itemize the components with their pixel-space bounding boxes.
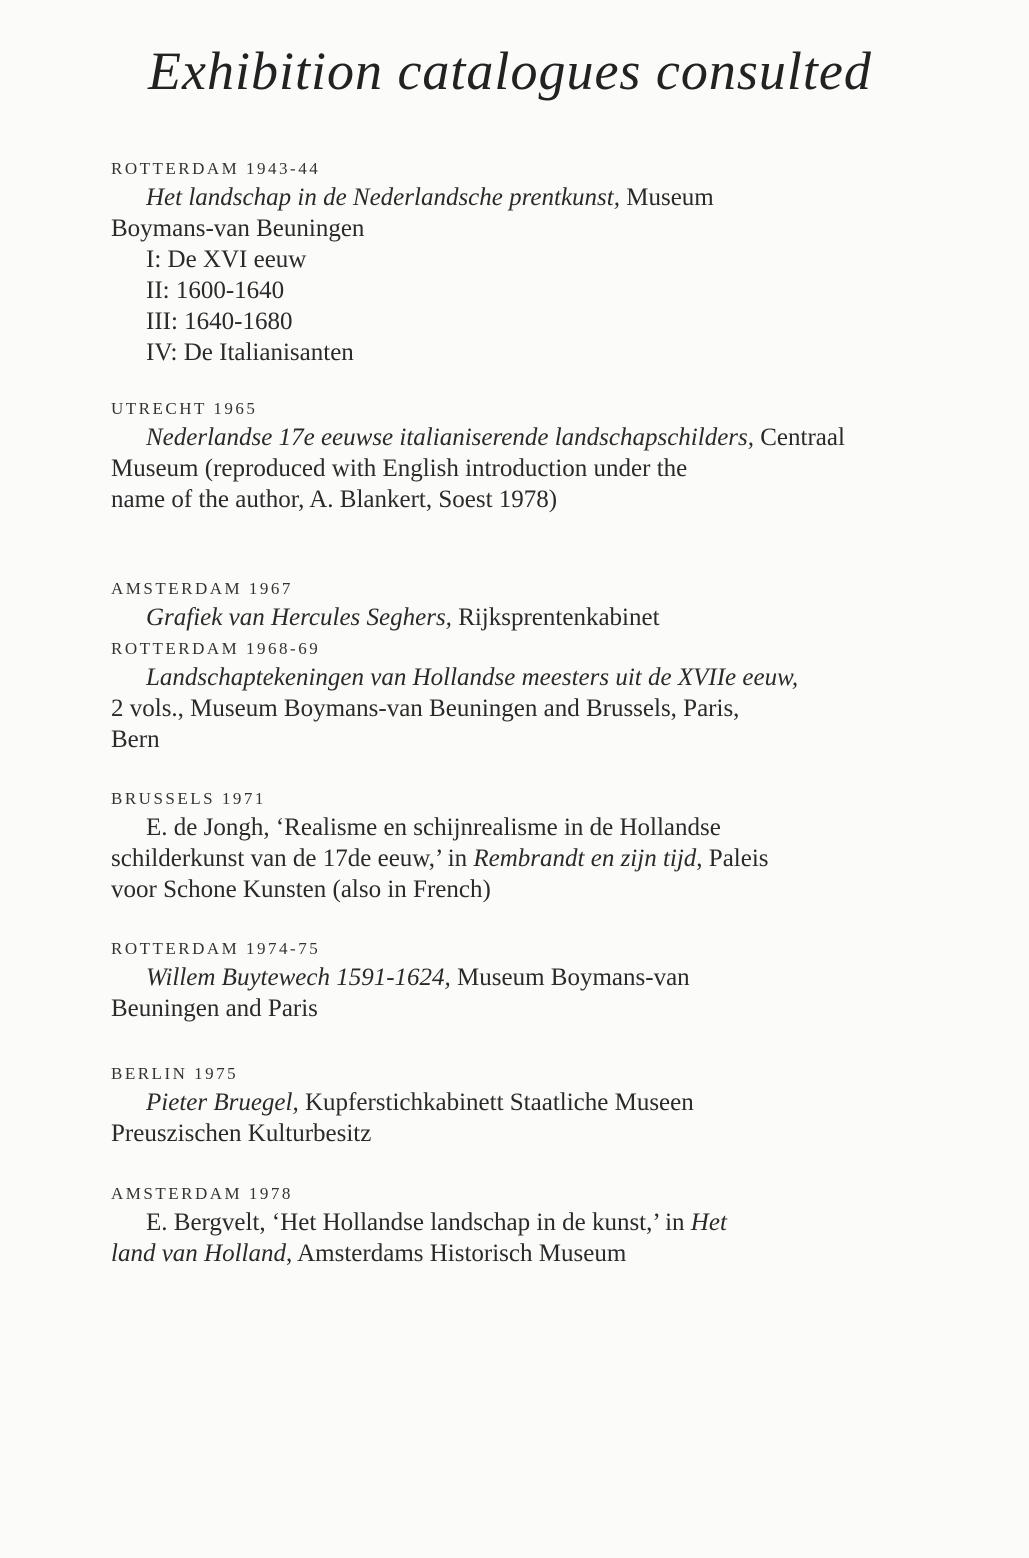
entry-text: E. de Jongh, ‘Realisme en schijnrealisme in de Hollandse: [146, 814, 721, 841]
catalogue-entry: [111, 936, 911, 1024]
entry-line: [111, 1087, 911, 1118]
italic-title-text: Landschaptekeningen van Hollandse meesters uit de XVIIe eeuw,: [146, 664, 799, 691]
entry-text: Preuszischen Kulturbesitz: [111, 1120, 372, 1147]
italic-title-text: Rembrandt en zijn tijd: [473, 845, 697, 872]
entry-text: III: 1640-1680: [146, 308, 293, 335]
entry-text: Kupferstichkabinett Staatliche Museen: [298, 1089, 694, 1116]
entry-heading: AMSTERDAM 1978: [111, 1184, 293, 1203]
entry-line: [111, 244, 911, 275]
entry-text: IV: De Italianisanten: [146, 339, 354, 366]
entry-line: [111, 306, 911, 337]
entry-text: Museum (reproduced with English introduction under the: [111, 455, 688, 482]
entry-line: [111, 662, 911, 693]
catalogue-entry: [111, 1061, 911, 1149]
entry-text: Boymans-van Beuningen: [111, 215, 365, 242]
catalogue-entry: [111, 396, 911, 515]
catalogue-entry: [111, 786, 911, 905]
entry-text: schilderkunst van de 17de eeuw,’ in: [111, 845, 474, 872]
italic-title-text: Het: [690, 1209, 727, 1236]
entry-line: [111, 1207, 911, 1238]
italic-title-text: land van Holland: [111, 1240, 286, 1267]
entry-line: [111, 843, 911, 874]
entry-line: [111, 693, 911, 724]
entry-line: [111, 1238, 911, 1269]
entry-text: Bern: [111, 726, 160, 753]
entry-text: I: De XVI eeuw: [146, 246, 307, 273]
entry-text: 2 vols., Museum Boymans-van Beuningen and Brussels, Paris,: [111, 695, 740, 722]
entry-text: II: 1600-1640: [146, 277, 285, 304]
page-title: Exhibition catalogues consulted: [148, 41, 872, 101]
entry-line: [111, 874, 911, 905]
entry-text: , Paleis: [696, 845, 769, 872]
entry-line: [111, 337, 911, 368]
entry-line: [111, 213, 911, 244]
entry-heading: BERLIN 1975: [111, 1064, 239, 1083]
italic-title-text: Pieter Bruegel,: [146, 1089, 299, 1116]
entry-heading: BRUSSELS 1971: [111, 789, 266, 808]
entry-line: [111, 484, 911, 515]
entry-heading: AMSTERDAM 1967: [111, 579, 293, 598]
entry-text: Rijksprentenkabinet: [451, 604, 660, 631]
entry-heading: ROTTERDAM 1943-44: [111, 159, 321, 178]
catalogue-entry: [111, 636, 911, 755]
entry-line: [111, 812, 911, 843]
entry-line: [111, 275, 911, 306]
entry-line: [111, 993, 911, 1024]
catalogue-entry: [111, 156, 911, 368]
entry-heading: ROTTERDAM 1968-69: [111, 639, 321, 658]
italic-title-text: Nederlandse 17e eeuwse italianiserende landschapschilders,: [146, 424, 754, 451]
entry-text: Beuningen and Paris: [111, 995, 318, 1022]
entry-line: [111, 724, 911, 755]
entry-line: [111, 602, 911, 633]
entry-line: [111, 422, 911, 453]
entry-heading: UTRECHT 1965: [111, 399, 258, 418]
italic-title-text: Grafiek van Hercules Seghers,: [146, 604, 452, 631]
entry-line: [111, 182, 911, 213]
entry-line: [111, 962, 911, 993]
entry-text: Museum Boymans-van: [450, 964, 690, 991]
entry-text: , Amsterdams Historisch Museum: [286, 1240, 627, 1267]
entry-text: Centraal: [754, 424, 845, 451]
entry-text: name of the author, A. Blankert, Soest 1978): [111, 486, 558, 513]
italic-title-text: Het landschap in de Nederlandsche prentkunst,: [146, 184, 620, 211]
catalogue-entry: [111, 576, 911, 633]
entry-heading: ROTTERDAM 1974-75: [111, 939, 321, 958]
entry-line: [111, 453, 911, 484]
entry-text: E. Bergvelt, ‘Het Hollandse landschap in de kunst,’ in: [146, 1209, 691, 1236]
entry-text: voor Schone Kunsten (also in French): [111, 876, 491, 903]
italic-title-text: Willem Buytewech 1591-1624,: [146, 964, 451, 991]
entry-line: [111, 1118, 911, 1149]
entry-text: Museum: [620, 184, 714, 211]
catalogue-entry: [111, 1181, 911, 1269]
